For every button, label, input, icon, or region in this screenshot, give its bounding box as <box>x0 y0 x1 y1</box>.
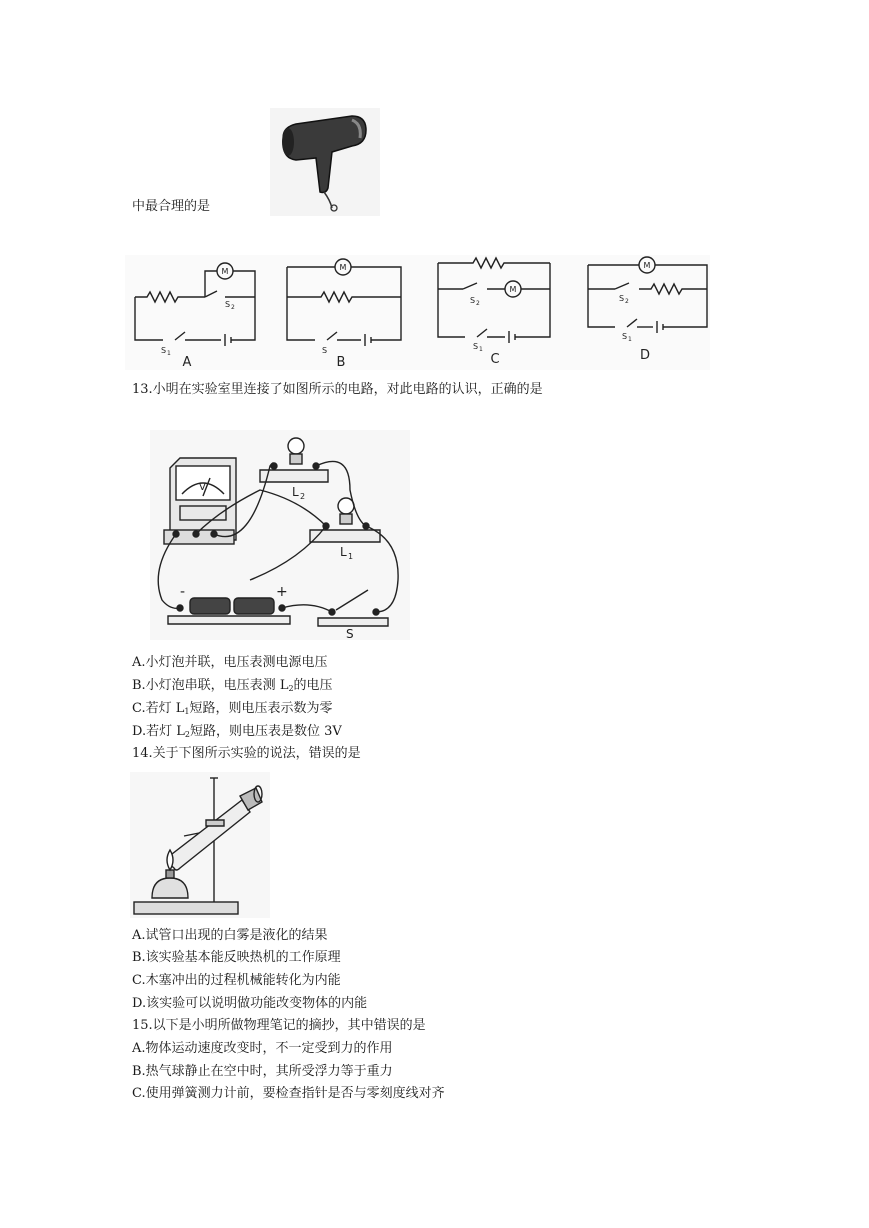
switch-label-b-s: S <box>322 346 328 355</box>
battery-plus-label: + <box>276 584 288 600</box>
circuit-label-c: C <box>490 352 500 367</box>
q13-option-a: A.小灯泡并联，电压表测电源电压 <box>132 655 328 670</box>
q14-stem: 14.关于下图所示实验的说法，错误的是 <box>132 746 361 761</box>
l2-label: L <box>292 485 299 499</box>
circuit-label-a: A <box>182 355 192 370</box>
q14-option-b: B.该实验基本能反映热机的工作原理 <box>132 950 341 965</box>
q15-option-c: C.使用弹簧测力计前，要检查指针是否与零刻度线对齐 <box>132 1086 445 1101</box>
battery-minus-label: - <box>180 584 186 600</box>
svg-text:1: 1 <box>348 552 354 561</box>
circuit-label-b: B <box>336 355 346 370</box>
q13-option-b: B.小灯泡串联，电压表测 $L_2$的电压 <box>132 678 333 693</box>
motor-label-d: M <box>643 261 651 270</box>
q13-option-d: D.若灯 $L_2$短路，则电压表是数位 3V <box>132 724 342 739</box>
switch-label-c-s1: S <box>473 342 479 351</box>
circuit-label-d: D <box>639 348 651 363</box>
q15-option-a: A.物体运动速度改变时，不一定受到力的作用 <box>132 1041 393 1056</box>
q13-option-c: C.若灯 $L_1$短路，则电压表示数为零 <box>132 701 333 716</box>
q14-option-c: C.木塞冲出的过程机械能转化为内能 <box>132 973 341 988</box>
q15-stem: 15.以下是小明所做物理笔记的摘抄，其中错误的是 <box>132 1018 426 1033</box>
switch-label-a-s2: S <box>225 300 231 309</box>
svg-text:2: 2 <box>476 300 480 307</box>
motor-label-a: M <box>221 267 229 276</box>
switch-label-d-s2: S <box>619 294 625 303</box>
q13-stem: 13.小明在实验室里连接了如图所示的电路，对此电路的认识，正确的是 <box>132 382 543 397</box>
switch-label-d-s1: S <box>622 332 628 341</box>
q14-test-tube-figure <box>130 772 270 918</box>
svg-text:1: 1 <box>479 346 483 353</box>
svg-text:2: 2 <box>625 298 629 305</box>
voltmeter-label: V <box>199 482 206 493</box>
svg-text:2: 2 <box>231 304 235 311</box>
motor-label-c: M <box>509 285 517 294</box>
switch-label-a-s1: S <box>161 346 167 355</box>
l1-label: L <box>340 545 347 559</box>
circuit-diagrams <box>125 255 710 370</box>
svg-text:1: 1 <box>167 350 171 357</box>
svg-text:2: 2 <box>300 492 306 501</box>
hair-dryer-image <box>270 108 380 216</box>
q15-option-b: B.热气球静止在空中时，其所受浮力等于重力 <box>132 1064 393 1079</box>
q12-tail-text: 中最合理的是 <box>132 199 211 214</box>
q14-option-a: A.试管口出现的白雾是液化的结果 <box>132 928 328 943</box>
motor-label-b: M <box>339 263 347 272</box>
switch-label-c-s2: S <box>470 296 476 305</box>
svg-text:1: 1 <box>628 336 632 343</box>
q13-lab-circuit-figure <box>150 430 410 640</box>
switch-s-label: S <box>346 627 354 641</box>
q14-option-d: D.该实验可以说明做功能改变物体的内能 <box>132 996 368 1011</box>
